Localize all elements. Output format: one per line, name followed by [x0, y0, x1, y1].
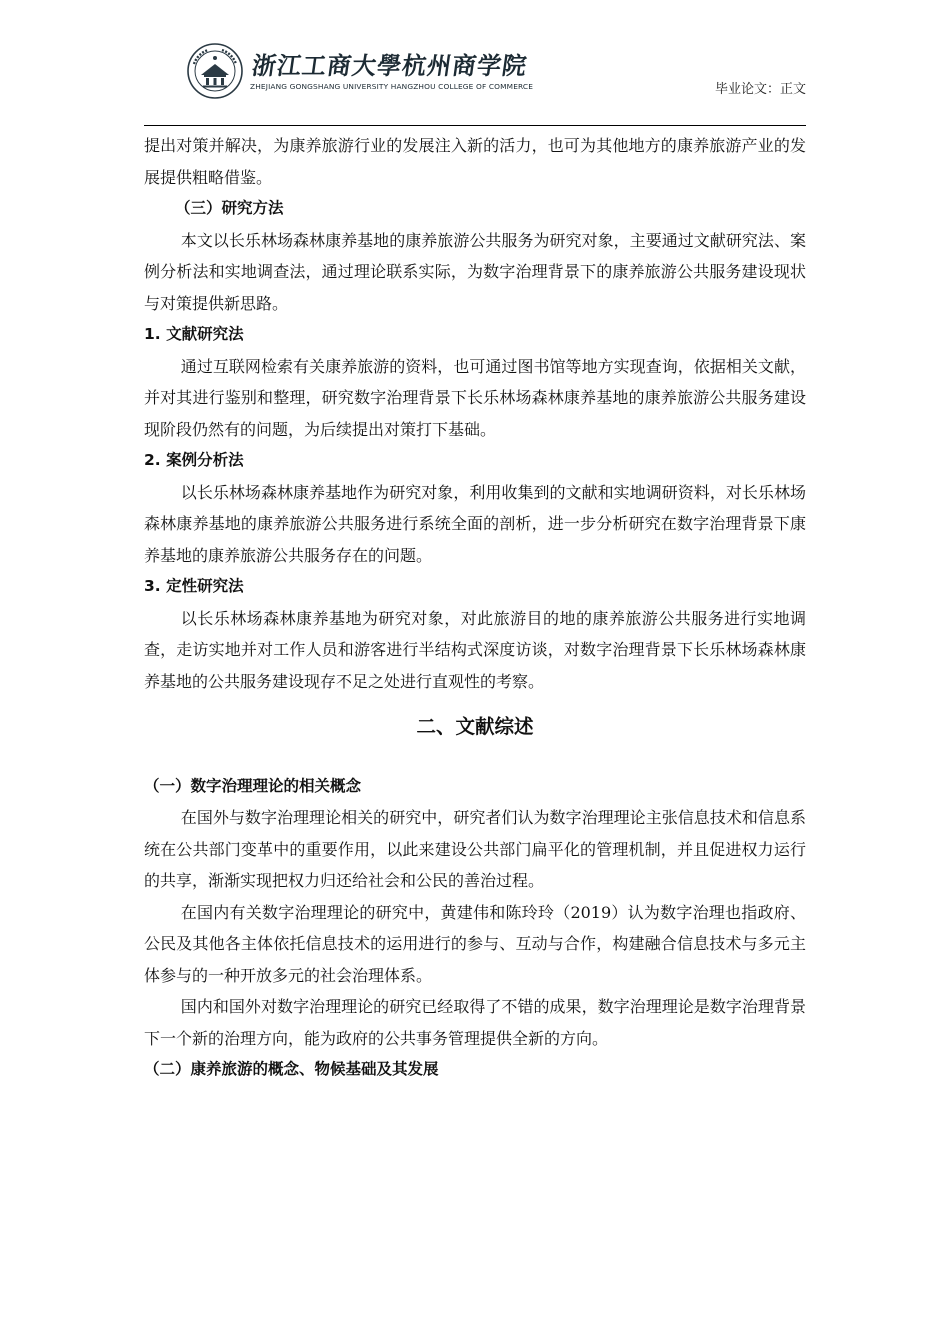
subsection-heading: 1. 文献研究法	[144, 325, 244, 343]
university-name-cn: 浙江工商大學杭州商学院	[250, 51, 530, 80]
document-body	[144, 130, 806, 1086]
university-logo	[186, 42, 533, 100]
paragraph: 本文以长乐林场森林康养基地的康养旅游公共服务为研究对象，主要通过文献研究法、案例分析法和实地调查法，通过理论联系实际，为数字治理背景下的康养旅游公共服务建设现状与对策提供新思路。	[144, 230, 806, 313]
header-divider	[144, 125, 806, 126]
paragraph: 在国内有关数字治理理论的研究中，黄建伟和陈玲玲（2019）认为数字治理也指政府、公民及其他各主体依托信息技术的运用进行的参与、互动与合作，构建融合信息技术与多元主体参与的一种开放多元的社会治理体系。	[144, 902, 806, 985]
paragraph: 通过互联网检索有关康养旅游的资料，也可通过图书馆等地方实现查询，依据相关文献，并对其进行鉴别和整理，研究数字治理背景下长乐林场森林康养基地的康养旅游公共服务建设现阶段仍然有的问题，为后续提出对策打下基础。	[144, 356, 806, 439]
section-heading: （一）数字治理理论的相关概念	[144, 776, 362, 795]
section-heading-methods: （三）研究方法	[175, 199, 284, 217]
paragraph: 以长乐林场森林康养基地为研究对象，对此旅游目的地的康养旅游公共服务进行实地调查，走访实地并对工作人员和游客进行半结构式深度访谈，对数字治理背景下长乐林场森林康养基地的公共服务建设现存不足之处进行直观性的考察。	[144, 608, 806, 691]
page-header	[144, 38, 806, 126]
document-type-label: 毕业论文：正文	[714, 82, 806, 97]
university-name-en: ZHEJIANG GONGSHANG UNIVERSITY HANGZHOU COLLEGE OF COMMERCE	[250, 82, 534, 91]
paragraph: 以长乐林场森林康养基地作为研究对象，利用收集到的文献和实地调研资料，对长乐林场森林康养基地的康养旅游公共服务进行系统全面的剖析，进一步分析研究在数字治理背景下康养基地的康养旅游公共服务存在的问题。	[144, 482, 806, 565]
paragraph: 在国外与数字治理理论相关的研究中，研究者们认为数字治理理论主张信息技术和信息系统在公共部门变革中的重要作用，以此来建设公共部门扁平化的管理机制，并且促进权力运行的共享，渐渐实现把权力归还给社会和公民的善治过程。	[144, 808, 806, 890]
chapter-heading: 二、文献综述	[416, 715, 534, 738]
paragraph: 国内和国外对数字治理理论的研究已经取得了不错的成果，数字治理理论是数字治理背景下一个新的治理方向，能为政府的公共事务管理提供全新的方向。	[144, 997, 806, 1048]
subsection-heading: 2. 案例分析法	[144, 451, 244, 469]
subsection-heading: 3. 定性研究法	[144, 577, 244, 595]
university-seal-icon	[186, 42, 244, 100]
paragraph: 提出对策并解决，为康养旅游行业的发展注入新的活力，也可为其他地方的康养旅游产业的发展提供粗略借鉴。	[144, 136, 806, 187]
section-heading: （二）康养旅游的概念、物候基础及其发展	[144, 1060, 439, 1078]
